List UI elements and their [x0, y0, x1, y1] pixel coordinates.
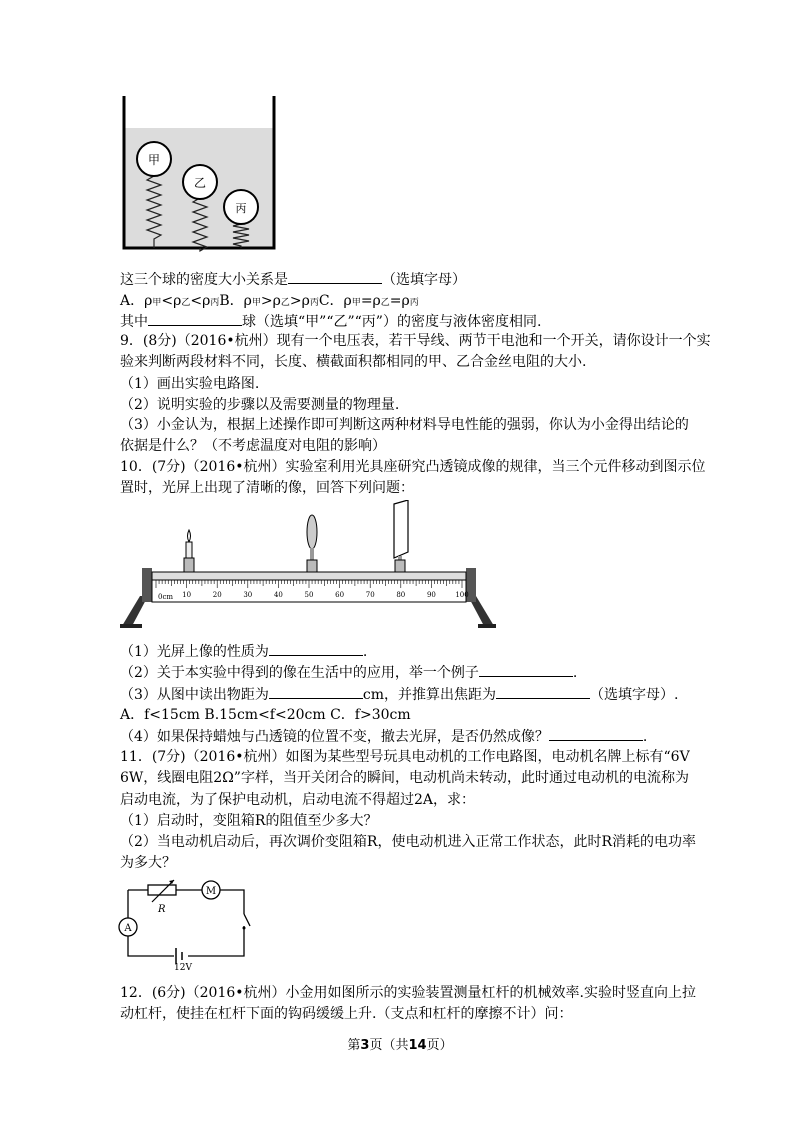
convex-lens [307, 515, 317, 572]
voltage-label: 12V [174, 963, 192, 970]
q10-options: A．f<15cm B.15cm<f<20cm C．f>30cm [120, 707, 411, 723]
q11-line2: 6W，线圈电阻2Ω”字样，当开关闭合的瞬间，电动机尚未转动，此时通过电动机的电流称为 [120, 770, 689, 786]
motor-label: M [205, 886, 217, 897]
q10-p1: （1）光屏上像的性质为 . [120, 641, 367, 662]
page-number: 3 [360, 1038, 370, 1053]
q11-line5: （2）当电动机启动后，再次调价变阻箱R，使电动机进入正常工作状态，此时R消耗的电功率 [120, 834, 696, 850]
q9-line5: （3）小金认为，根据上述操作即可判断这两种材料导电性能的强弱，你认为小金得出结论的 [120, 417, 689, 433]
q12-line2: 动杠杆，使挂在杠杆下面的钩码缓缓上升.（支点和杠杆的摩擦不计）问： [120, 1006, 573, 1022]
bench-unit-label: 0cm [158, 593, 174, 601]
q10-p3: （3）从图中读出物距为 cm，并推算出焦距为 （选填字母）. [120, 684, 679, 705]
variable-resistor [148, 885, 176, 895]
q11-line1: 11．(7分)（2016•杭州）如图为某些型号玩具电动机的工作电路图，电动机名牌上标有“6V [120, 749, 690, 765]
bench-tick-label: 50 [304, 591, 314, 599]
candle [184, 530, 194, 572]
q10-p4: （4）如果保持蜡烛与凸透镜的位置不变，撤去光屏，是否仍然成像？ . [120, 726, 647, 747]
q9-line2: 验来判断两段材料不同，长度、横截面积都相同的甲、乙合金丝电阻的大小. [120, 354, 587, 370]
q9-line3: （1）画出实验电路图. [120, 376, 260, 392]
q10-line1: 10．(7分)（2016•杭州）实验室利用光具座研究凸透镜成像的规律，当三个元件移动到图示位 [120, 459, 706, 475]
bench-tick-label: 70 [365, 591, 375, 599]
q12-line1: 12．(6分)（2016•杭州）小金用如图所示的实验装置测量杠杆的机械效率.实验时竖直向上拉 [120, 985, 696, 1001]
resistor-label: R [158, 904, 166, 915]
q9-line1: 9．(8分)（2016•杭州）现有一个电压表，若干导线、两节干电池和一个开关，请你设计一个实 [120, 333, 711, 349]
ball-jia-label: 甲 [147, 153, 161, 167]
ball-bing-label: 丙 [235, 202, 247, 215]
bench-tick-label: 20 [212, 591, 222, 599]
bench-tick-label: 30 [243, 591, 253, 599]
q11-line3: 启动电流，为了保护电动机，启动电流不得超过2A，求： [120, 792, 476, 808]
bench-tick-label: 40 [273, 591, 283, 599]
q9-line4: （2）说明实验的步骤以及需要测量的物理量. [120, 397, 400, 413]
page-footer: 第3页（共14页） [347, 1038, 453, 1053]
q9-line6: 依据是什么？（不考虑温度对电阻的影响） [120, 438, 386, 454]
bench-tick-label: 100 [455, 591, 469, 599]
bench-tick-label: 60 [335, 591, 345, 599]
q8-sub: 其中 球（选填“甲”“乙”“丙”）的密度与液体密度相同. [120, 311, 541, 332]
ammeter-label: A [124, 923, 132, 934]
bench-tick-label: 90 [426, 591, 436, 599]
bench-tick-label: 10 [182, 591, 192, 599]
bench-tick-label: 80 [396, 591, 406, 599]
q11-line4: （1）启动时，变阻箱R的阻值至少多大？ [120, 813, 378, 829]
ball-yi-label: 乙 [193, 176, 207, 190]
q10-line2: 置时，光屏上出现了清晰的像，回答下列问题： [120, 480, 414, 496]
figure-balls-in-liquid [118, 96, 280, 256]
switch [244, 914, 250, 926]
q8-options: A．ρ甲<ρ乙<ρ丙B．ρ甲>ρ乙>ρ丙C．ρ甲=ρ乙=ρ丙 [120, 293, 419, 309]
page-total: 14 [408, 1038, 427, 1053]
q11-line6: 为多大？ [120, 855, 176, 871]
figure-circuit [118, 876, 258, 970]
q10-p2: （2）关于本实验中得到的像在生活中的应用，举一个例子 . [120, 662, 577, 683]
figure-optical-bench [118, 500, 498, 630]
q8-stem: 这三个球的密度大小关系是 （选填字母） [120, 269, 466, 290]
light-screen [394, 500, 408, 572]
